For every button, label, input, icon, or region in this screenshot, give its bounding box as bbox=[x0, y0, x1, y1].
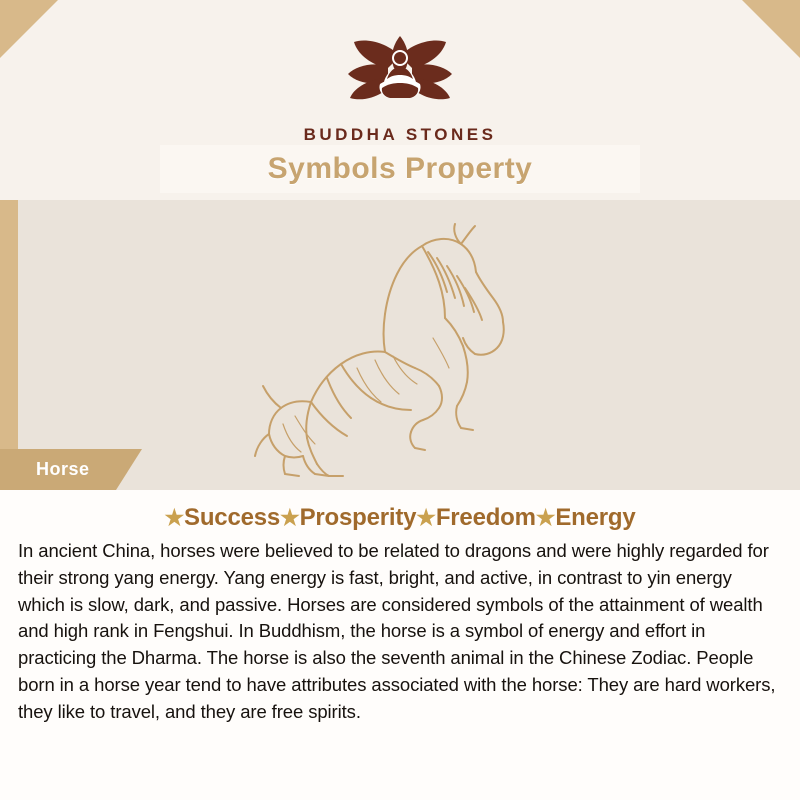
keyword-list bbox=[18, 504, 782, 532]
illustration-area bbox=[0, 200, 800, 490]
description-panel bbox=[0, 490, 800, 800]
brand-logo bbox=[0, 22, 800, 145]
star-icon: ★ bbox=[535, 505, 556, 530]
star-icon: ★ bbox=[416, 505, 436, 530]
keyword-success: Success bbox=[184, 504, 281, 531]
description-text: In ancient China, horses were believed to be related to dragons and were highly regarded for their strong yang energy. Yang energy is fast, bright, and active, in contrast to yin energy which is slow, dark, and passive. Horses are considered symbols of the attainment of wealth and high rank in Fengshui. In Buddhism, the horse is a symbol of energy and effort in practicing the Dharma. The horse is also the seventh animal in the Chinese Zodiac. People born in a horse year tend to have attributes associated with the horse: They are hard workers, they like to travel, and they are free spirits. bbox=[18, 540, 776, 722]
left-accent-strip bbox=[0, 200, 18, 490]
symbol-label-text: Horse bbox=[36, 459, 90, 479]
star-icon: ★ bbox=[280, 505, 300, 530]
lotus-meditation-icon bbox=[0, 22, 800, 119]
page-title: Symbols Property bbox=[267, 152, 533, 185]
keyword-freedom: Freedom bbox=[435, 504, 536, 531]
star-icon: ★ bbox=[164, 505, 185, 530]
symbol-label-banner bbox=[0, 449, 142, 490]
title-strip bbox=[160, 145, 640, 193]
keyword-energy: Energy bbox=[555, 504, 636, 531]
keyword-prosperity: Prosperity bbox=[299, 504, 417, 531]
horse-line-drawing-icon bbox=[225, 208, 555, 490]
brand-name: BUDDHA STONES bbox=[303, 125, 497, 144]
symbol-label-bar bbox=[0, 449, 116, 490]
banner-tail bbox=[116, 449, 142, 490]
